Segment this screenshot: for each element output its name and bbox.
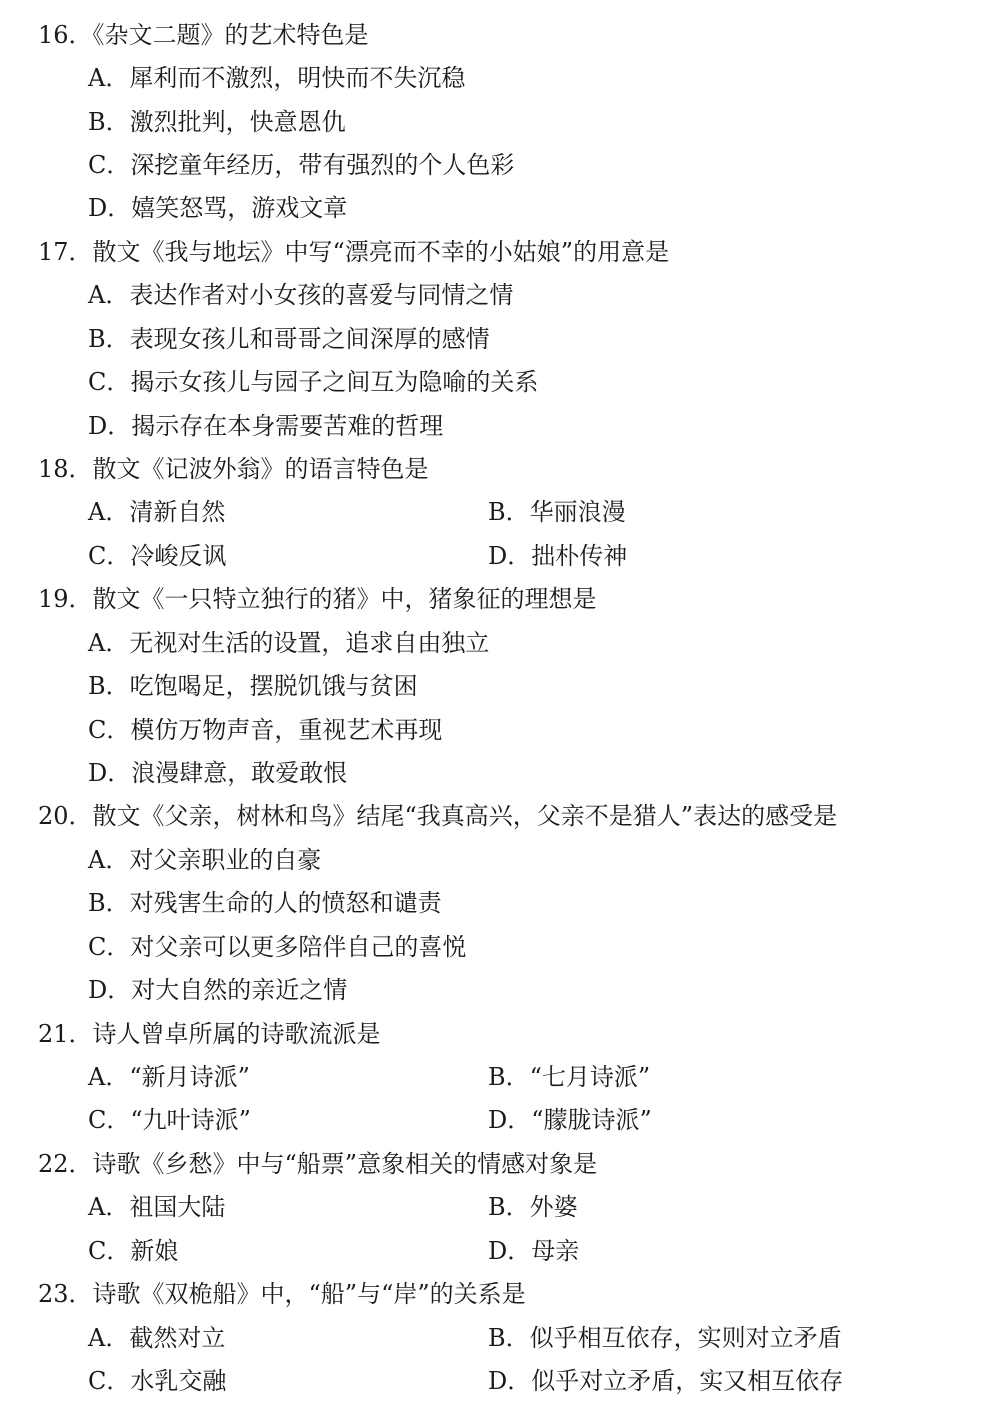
question-21-option-d: D．“朦胧诗派” [488,1106,652,1134]
question-17-option-a: A．表达作者对小女孩的喜爱与同情之情 [88,281,514,309]
question-23-option-b: B．似乎相互依存，实则对立矛盾 [488,1324,842,1352]
question-23-option-a: A．截然对立 [88,1324,226,1352]
question-20-option-c: C．对父亲可以更多陪伴自己的喜悦 [88,933,467,961]
question-19-option-b: B．吃饱喝足，摆脱饥饿与贫困 [88,672,418,700]
question-16-option-c: C．深挖童年经历，带有强烈的个人色彩 [88,151,515,179]
question-21-stem: 21．诗人曾卓所属的诗歌流派是 [38,1020,381,1048]
question-18-option-c: C．冷峻反讽 [88,542,227,570]
question-20-stem: 20．散文《父亲，树林和鸟》结尾“我真高兴，父亲不是猎人”表达的感受是 [38,802,838,830]
question-18-stem: 18．散文《记波外翁》的语言特色是 [38,455,429,483]
question-16-option-d: D．嬉笑怒骂，游戏文章 [88,194,348,222]
question-22-option-d: D．母亲 [488,1237,580,1265]
question-21-option-c: C．“九叶诗派” [88,1106,251,1134]
question-21-option-b: B．“七月诗派” [488,1063,651,1091]
question-20-option-a: A．对父亲职业的自豪 [88,846,322,874]
question-16-option-a: A．犀利而不激烈，明快而不失沉稳 [88,64,466,92]
question-21-option-a: A．“新月诗派” [88,1063,250,1091]
question-18-option-a: A．清新自然 [88,498,226,526]
question-19-stem: 19．散文《一只特立独行的猪》中，猪象征的理想是 [38,585,597,613]
question-17-stem: 17．散文《我与地坛》中写“漂亮而不幸的小姑娘”的用意是 [38,238,670,266]
question-22-option-c: C．新娘 [88,1237,179,1265]
question-23-option-c: C．水乳交融 [88,1367,227,1395]
question-18-option-b: B．华丽浪漫 [488,498,626,526]
question-17-option-d: D．揭示存在本身需要苦难的哲理 [88,412,444,440]
question-17-option-b: B．表现女孩儿和哥哥之间深厚的感情 [88,325,490,353]
question-19-option-d: D．浪漫肆意，敢爱敢恨 [88,759,348,787]
question-22-option-b: B．外婆 [488,1193,578,1221]
question-16-option-b: B．激烈批判，快意恩仇 [88,108,346,136]
question-20-option-d: D．对大自然的亲近之情 [88,976,348,1004]
question-22-stem: 22．诗歌《乡愁》中与“船票”意象相关的情感对象是 [38,1150,598,1178]
question-19-option-c: C．模仿万物声音，重视艺术再现 [88,716,443,744]
question-17-option-c: C．揭示女孩儿与园子之间互为隐喻的关系 [88,368,539,396]
question-23-option-d: D．似乎对立矛盾，实又相互依存 [488,1367,844,1395]
question-19-option-a: A．无视对生活的设置，追求自由独立 [88,629,490,657]
question-16-stem: 16．《杂文二题》的艺术特色是 [38,21,369,49]
question-18-option-d: D．拙朴传神 [488,542,628,570]
question-22-option-a: A．祖国大陆 [88,1193,226,1221]
question-23-stem: 23．诗歌《双桅船》中，“船”与“岸”的关系是 [38,1280,526,1308]
question-20-option-b: B．对残害生命的人的愤怒和谴责 [88,889,442,917]
